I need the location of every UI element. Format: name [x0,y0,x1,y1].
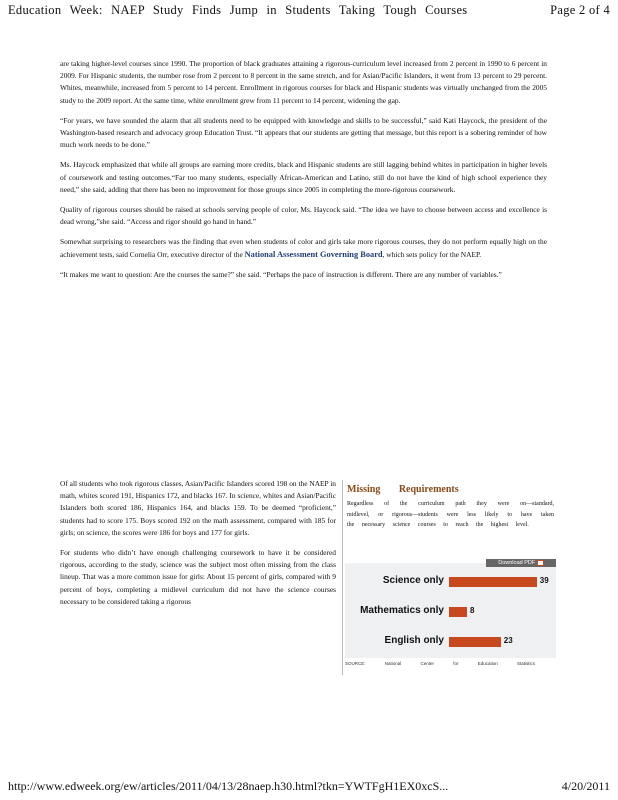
paragraph: For students who didn’t have enough challenging coursework to have it be considered rigorous, according to the study, science was the subject most often missing from the class lineup. That was a more common issue for girls: About 15 percent of girls, compared with 9 percent of boys, completing a midlevel curriculum did not have the science courses necessary to be considered taking a rigorous [60,548,336,606]
paragraph: “It makes me want to question: Are the courses the same?” she said. “Perhaps the pace of instruction is different. There are any number of variables.” [60,269,502,279]
page-number: Page 2 of 4 [550,3,610,17]
page-title: Education Week: NAEP Study Finds Jump in Students Taking Tough Courses [8,3,468,17]
paragraph-text: Somewhat surprising to researchers was the finding that even when students of color and girls take more rigorous courses, they do not perform equally high on the achievement tests, said Cornelia Orr, executive director of the [60,237,547,259]
chart-category-label: Science only [382,575,444,586]
article-body [60,58,547,281]
page-footer [8,779,610,794]
paragraph: are taking higher-level courses since 1990. The proportion of black graduates attaining a rigorous-curriculum level increased from 2 percent in 1990 to 6 percent in 2009. For Hispanic students, the number rose from 2 percent to 8 percent in the same stretch, and for Asian/Pacific Islanders, it went from 13 percent to 29 percent. Whites, meanwhile, increased from 5 percent to 14 percent. Enrollment in rigorous courses for black and Hispanic students was virtually unchanged from the 2005 study to the 2009 report. At the same time, white enrollment grew from 11 percent to 14 percent, widening the gap. [60,59,547,105]
chart-source: SOURCE: National Center for Education Statistics [345,661,536,666]
chart-bar [449,607,467,617]
sidebar-text: Regardless of the curriculum path they were on—standard, midlevel, or rigorous—students were less likely to have taken the necessary science courses to reach the highest level. [347,501,554,528]
nagb-link[interactable]: National Assessment Governing Board [244,249,383,259]
chart-bar [449,577,537,587]
paragraph: Quality of rigorous courses should be raised at schools serving people of color, Ms. Haycock said. “The idea we have to choose between access and excellence is dead wrong,”she said. “Access and rigor should go hand in hand.” [60,205,547,227]
paragraph: Ms. Haycock emphasized that while all groups are earning more credits, black and Hispanic students are still lagging behind whites in participation in higher levels of coursework and testing outcomes.“Far too many students, especially African-American and Latino, still do not have the kind of high school experience they need,” she said, adding that there has been no improvement for those groups since 2005 in completing the more-rigorous coursework. [60,160,547,194]
missing-requirements-chart [345,560,556,658]
footer-date: 4/20/2011 [561,779,610,793]
chart-category-label: English only [384,635,444,646]
chart-bar [449,637,501,647]
paragraph-text: , which sets policy for the NAEP. [382,249,482,259]
chart-value-label: 39 [539,576,549,585]
sidebar-title: Missing Requirements [347,484,459,495]
download-pdf-label: Download PDF [498,560,536,566]
chart-category-label: Mathematics only [360,605,444,616]
paragraph: “For years, we have sounded the alarm that all students need to be equipped with knowledge and skills to be successful,” said Kati Haycock, the president of the Washington-based research and advocacy group Education Trust. “It appears that our students are getting that message, but this report is a sobering reminder of how much work needs to be done.” [60,115,547,150]
page-header [8,3,610,19]
chart-row [345,635,556,649]
chart-row [345,605,556,619]
download-pdf-button[interactable] [486,559,556,567]
pdf-icon [537,560,544,566]
paragraph: Of all students who took rigorous classes, Asian/Pacific Islanders scored 198 on the NAEP in math, whites scored 191, Hispanics 172, and blacks 167. In science, whites and Asian/Pacific Islanders both scored 186, Hispanics 164, and blacks 159. To be deemed “proficient,” students had to score 175. Boys scored 192 on the math assessment, compared with 185 for girls; on science, the scores were 186 for boys and 177 for girls. [60,479,336,537]
left-column [60,478,336,616]
chart-value-label: 8 [470,606,475,615]
footer-url: http://www.edweek.org/ew/articles/2011/04/13/28naep.h30.html?tkn=YWTFgH1EX0xcS... [8,779,449,793]
paragraph [60,236,547,260]
chart-value-label: 23 [503,636,513,645]
chart-row [345,575,556,589]
